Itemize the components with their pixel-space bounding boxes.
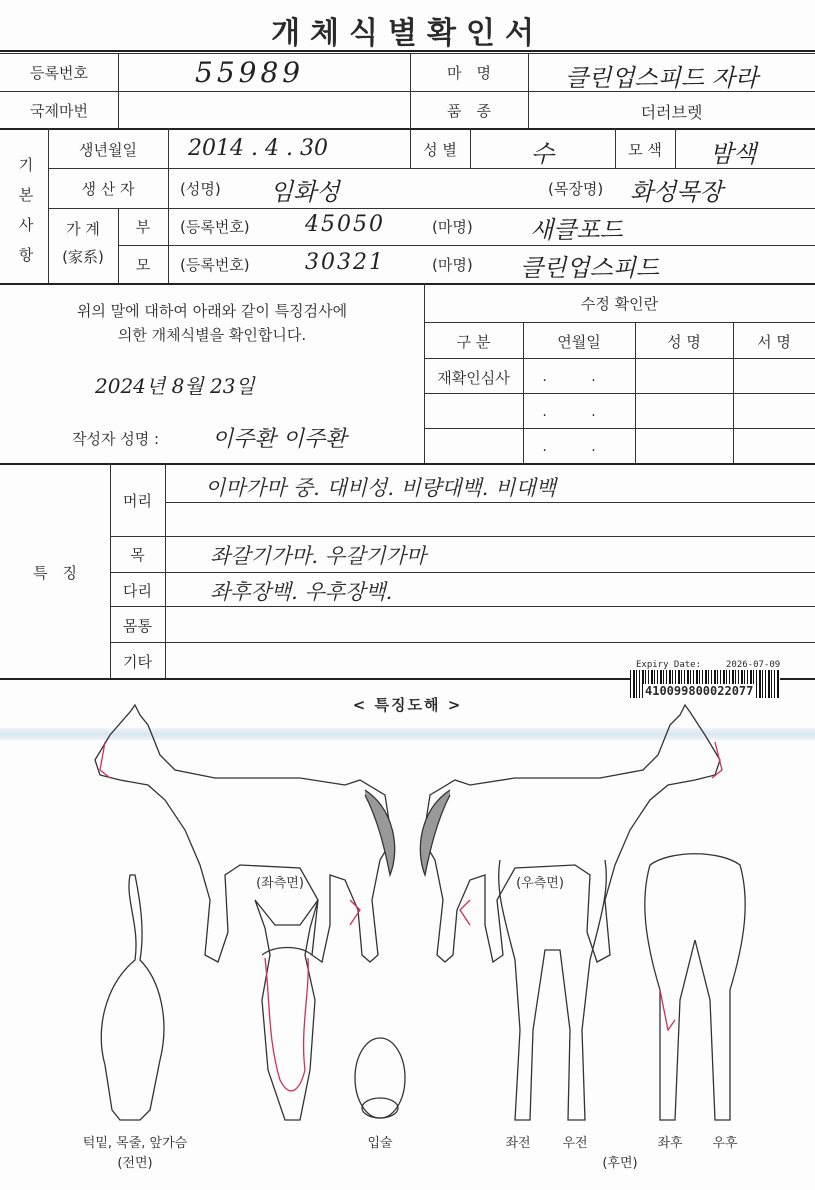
revision-row-1-date: . .	[542, 369, 616, 385]
family-label-hanja: (家系)	[62, 248, 104, 266]
features-section-label: 특 징	[33, 564, 77, 582]
legs-value: 좌후장백. 우후장백.	[210, 580, 393, 604]
front-view-caption: 턱밑, 목줄, 앞가슴	[82, 1136, 188, 1151]
body-label: 몸통	[123, 617, 152, 635]
farm-label: (목장명)	[548, 180, 604, 198]
color-label: 모 색	[628, 141, 662, 159]
dam-label: 모	[135, 256, 151, 274]
diagram-title: < 특징도해 >	[352, 696, 463, 714]
breeder-name-label: (성명)	[180, 180, 221, 198]
revision-header-name: 성 명	[667, 333, 701, 351]
revision-row-3-date: . .	[542, 439, 616, 455]
family-label: 가 계	[66, 220, 100, 238]
horse-diagram	[0, 700, 815, 1160]
revision-row-1-type: 재확인심사	[437, 369, 510, 387]
revision-header-date: 연월일	[557, 333, 601, 351]
sire-name-label: (마명)	[432, 218, 473, 236]
author-signature: 이주환 이주환	[212, 427, 347, 452]
legs-label: 다리	[123, 582, 152, 600]
horse-name-value: 클린업스피드 자라	[565, 64, 759, 92]
reg-no-label: 등록번호	[30, 64, 88, 82]
left-side-caption: (좌측면)	[256, 876, 304, 891]
farm-value: 화성목장	[630, 178, 723, 206]
breed-value: 더러브렛	[640, 103, 703, 122]
intl-no-label: 국제마번	[30, 102, 88, 120]
hind-right-caption: 우후	[712, 1136, 738, 1151]
color-value: 밤색	[710, 140, 757, 168]
breed-label: 품 종	[447, 102, 491, 120]
neck-label: 목	[130, 546, 145, 564]
neck-value: 좌갈기가마. 우갈기가마	[210, 544, 427, 568]
breeder-name-value: 임화성	[270, 178, 340, 206]
front-left-caption: 좌전	[505, 1136, 531, 1151]
sire-reg-label: (등록번호)	[180, 218, 250, 236]
head-value: 이마가마 중. 대비성. 비량대백. 비대백	[205, 476, 557, 500]
revision-header-type: 구 분	[456, 333, 491, 351]
hind-left-caption: 좌후	[657, 1136, 683, 1151]
birth-value: 2014 . 4 . 30	[188, 136, 328, 161]
expiry-value: 2026-07-09	[726, 660, 781, 670]
front-view-label: (전면)	[117, 1156, 153, 1171]
sex-value: 수	[530, 140, 555, 168]
expiry-label: Expiry Date:	[636, 660, 702, 670]
revision-row-2-date: . .	[542, 404, 616, 420]
author-label: 작성자 성명 :	[72, 430, 160, 448]
reg-no-value: 55989	[195, 56, 305, 89]
other-label: 기타	[123, 653, 152, 671]
breeder-label: 생 산 자	[81, 180, 135, 198]
front-right-caption: 우전	[562, 1136, 588, 1151]
birth-label: 생년월일	[79, 141, 137, 159]
sex-label: 성 별	[423, 141, 457, 159]
confirm-line-2: 의한 개체식별을 확인합니다.	[117, 326, 307, 344]
horse-name-label: 마 명	[447, 64, 491, 82]
rear-view-label: (후면)	[602, 1156, 638, 1171]
barcode-number: 410099800022077	[645, 684, 754, 698]
head-label: 머리	[123, 492, 152, 510]
confirm-line-1: 위의 말에 대하여 아래와 같이 특징검사에	[76, 302, 348, 320]
dam-reg-label: (등록번호)	[180, 256, 250, 274]
sire-label: 부	[135, 218, 151, 236]
sire-reg-value: 45050	[305, 212, 385, 237]
dam-reg-value: 30321	[305, 250, 385, 275]
revision-title: 수정 확인란	[580, 295, 659, 313]
dam-name-label: (마명)	[432, 256, 473, 274]
dam-name-value: 클린업스피드	[520, 254, 660, 282]
sire-name-value: 새클포드	[530, 216, 623, 244]
confirm-date: 2024년 8월 23일	[95, 374, 255, 398]
revision-header-sign: 서 명	[757, 333, 791, 351]
right-side-caption: (우측면)	[516, 876, 564, 891]
lips-caption: 입술	[367, 1136, 393, 1151]
basic-section-label: 기본사항	[18, 156, 34, 264]
document-title: 개체식별확인서	[271, 16, 544, 51]
